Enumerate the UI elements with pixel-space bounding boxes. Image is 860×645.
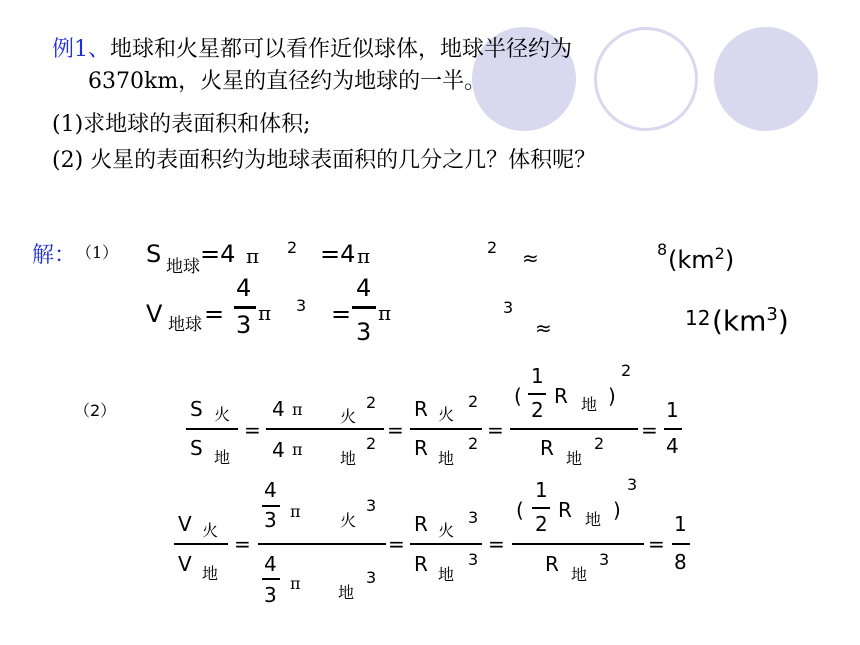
rs3-den-sq: 2: [468, 434, 479, 453]
rv-den-V: V: [178, 552, 192, 576]
s-unit: [668, 244, 734, 274]
rv4-lp: (: [516, 498, 524, 522]
rs3-den-R: R: [414, 436, 428, 460]
rv4-half-num: 1: [535, 478, 548, 502]
rs4-earth: 地: [581, 395, 598, 414]
rv-eq-2: =: [388, 532, 405, 556]
decor-circle-3: [714, 27, 818, 131]
rs2-num-pi: π: [292, 400, 303, 419]
rv3-den-cube: 3: [468, 550, 479, 569]
rs4-rp: ): [608, 384, 616, 408]
rs-den-earth: 地: [214, 448, 231, 467]
v-exp2: 3: [503, 298, 514, 317]
rv2-den-three: 3: [264, 583, 277, 607]
v-unit: [712, 304, 789, 337]
rs3-den-earth: 地: [438, 449, 455, 468]
decor-circle-2: [594, 27, 698, 131]
rv-num-mars: 火: [202, 521, 219, 540]
rs3-num-mars: 火: [438, 405, 455, 424]
example-line-2: 6370km，火星的直径约为地球的一半。: [88, 69, 487, 94]
rs-result-num: 1: [666, 398, 679, 422]
rs-eq-4: =: [641, 418, 658, 442]
rv2-num-mars: 火: [340, 511, 357, 530]
rs2-num-sq: 2: [366, 393, 377, 412]
rv3-num-cube: 3: [468, 508, 479, 527]
rv-num-V: V: [178, 512, 192, 536]
rs-eq-2: =: [387, 418, 404, 442]
v-power: 12: [685, 306, 711, 330]
v-frac-num: 4: [236, 274, 252, 302]
rv-bar-4: [512, 543, 644, 545]
rs-eq-3: =: [487, 418, 504, 442]
v-symbol: V: [146, 300, 163, 328]
v-pi2: π: [378, 301, 392, 325]
v-unit-open: (km: [712, 304, 767, 338]
solution-label: 解：: [32, 243, 77, 268]
v-eq: =: [204, 300, 225, 328]
rs2-num-four: 4: [272, 397, 285, 421]
rs4-den-R: R: [540, 436, 554, 460]
rs4-half-bar: [528, 393, 546, 395]
rv4-den-R: R: [545, 552, 559, 576]
rv-bar-3: [410, 543, 482, 545]
rv-result-den: 8: [674, 550, 687, 574]
rs-num-mars: 火: [214, 405, 231, 424]
s-eq: =4: [200, 240, 236, 268]
rv2-den-pi: π: [290, 574, 301, 593]
rv3-num-mars: 火: [438, 521, 455, 540]
rs-bar-3: [410, 428, 482, 430]
rv-den-earth: 地: [202, 564, 219, 583]
rv-result-bar: [672, 543, 690, 545]
v-eq2: =: [331, 300, 352, 328]
rv4-R: R: [558, 498, 572, 522]
rv4-den-earth: 地: [571, 565, 588, 584]
rs4-R: R: [554, 384, 568, 408]
rv-eq-4: =: [648, 532, 665, 556]
rs2-den-pi: π: [292, 440, 303, 459]
v-exp: 3: [296, 296, 307, 315]
v-frac-bar: [234, 306, 256, 309]
part-1-label: （1）: [76, 243, 119, 262]
rv-eq-3: =: [488, 532, 505, 556]
question-2: (2) 火星的表面积约为地球表面积的几分之几？体积呢？: [52, 148, 597, 173]
rv2-num-three: 3: [264, 508, 277, 532]
rs4-den-sq: 2: [594, 434, 605, 453]
s-eq2: =4: [320, 240, 356, 268]
v-frac2-num: 4: [356, 274, 372, 302]
part-2-label: （2）: [74, 401, 117, 420]
s-pi: π: [246, 244, 260, 268]
rv4-rp: ): [613, 498, 621, 522]
v-approx: ≈: [535, 316, 552, 340]
question-1: (1)求地球的表面积和体积;: [52, 112, 311, 137]
s-sub-earth: 地球: [166, 257, 200, 277]
s-approx: ≈: [522, 246, 539, 270]
example-line-1: [52, 32, 572, 63]
rv2-den-frac-bar: [262, 578, 280, 580]
rv-result-num: 1: [674, 512, 687, 536]
rv2-den-earth: 地: [338, 583, 355, 602]
s-unit-open: (km: [668, 246, 715, 274]
rs-result-den: 4: [666, 434, 679, 458]
rs4-lp: (: [514, 384, 522, 408]
rv2-den-cube: 3: [366, 568, 377, 587]
rs-bar-1: [186, 428, 238, 430]
rs-eq-1: =: [244, 418, 261, 442]
rv4-earth: 地: [585, 510, 602, 529]
rv4-half-den: 2: [535, 512, 548, 536]
rv-bar-2: [258, 543, 386, 545]
rs-bar-4: [510, 428, 638, 430]
rv3-den-R: R: [414, 552, 428, 576]
s-pi2: π: [357, 244, 371, 268]
rs2-den-earth: 地: [340, 449, 357, 468]
example-text-1: 地球和火星都可以看作近似球体，地球半径约为: [110, 37, 573, 62]
rs3-num-R: R: [414, 397, 428, 421]
v-frac2-den: 3: [356, 318, 372, 346]
rs4-half-den: 2: [531, 398, 544, 422]
v-pi: π: [258, 301, 272, 325]
rv2-num-cube: 3: [366, 496, 377, 515]
rs4-half-num: 1: [531, 364, 544, 388]
s-unit-exp: 2: [714, 244, 725, 263]
s-exp: 2: [287, 238, 298, 257]
rv2-den-four: 4: [264, 552, 277, 576]
rv-bar-1: [174, 543, 228, 545]
rs2-num-mars: 火: [340, 407, 357, 426]
v-unit-close: ): [777, 304, 789, 338]
rv2-num-frac-bar: [262, 505, 280, 507]
v-unit-exp: 3: [766, 304, 778, 325]
rv4-half-bar: [532, 507, 550, 509]
rs4-den-earth: 地: [566, 449, 583, 468]
rv2-num-four: 4: [264, 478, 277, 502]
rv-eq-1: =: [234, 532, 251, 556]
rs2-den-sq: 2: [366, 434, 377, 453]
rs-den-S: S: [190, 436, 203, 460]
v-frac-den: 3: [236, 311, 252, 339]
rs-num-S: S: [190, 397, 203, 421]
rs-result-bar: [664, 428, 682, 430]
rv4-den-cube: 3: [599, 550, 610, 569]
rv3-num-R: R: [414, 512, 428, 536]
rs3-num-sq: 2: [468, 392, 479, 411]
rv2-num-pi: π: [290, 502, 301, 521]
v-frac2-bar: [352, 306, 376, 309]
example-prefix: 例1、: [52, 37, 110, 62]
rv4-cube: 3: [627, 475, 638, 494]
s-unit-close: ): [724, 246, 735, 274]
rv3-den-earth: 地: [438, 565, 455, 584]
s-symbol: S: [146, 240, 162, 268]
rs2-den-four: 4: [272, 438, 285, 462]
s-exp2: 2: [487, 238, 498, 257]
rs-bar-2: [266, 428, 384, 430]
v-sub-earth: 地球: [168, 315, 202, 335]
rs4-sq: 2: [621, 361, 632, 380]
s-power: 8: [657, 240, 668, 259]
